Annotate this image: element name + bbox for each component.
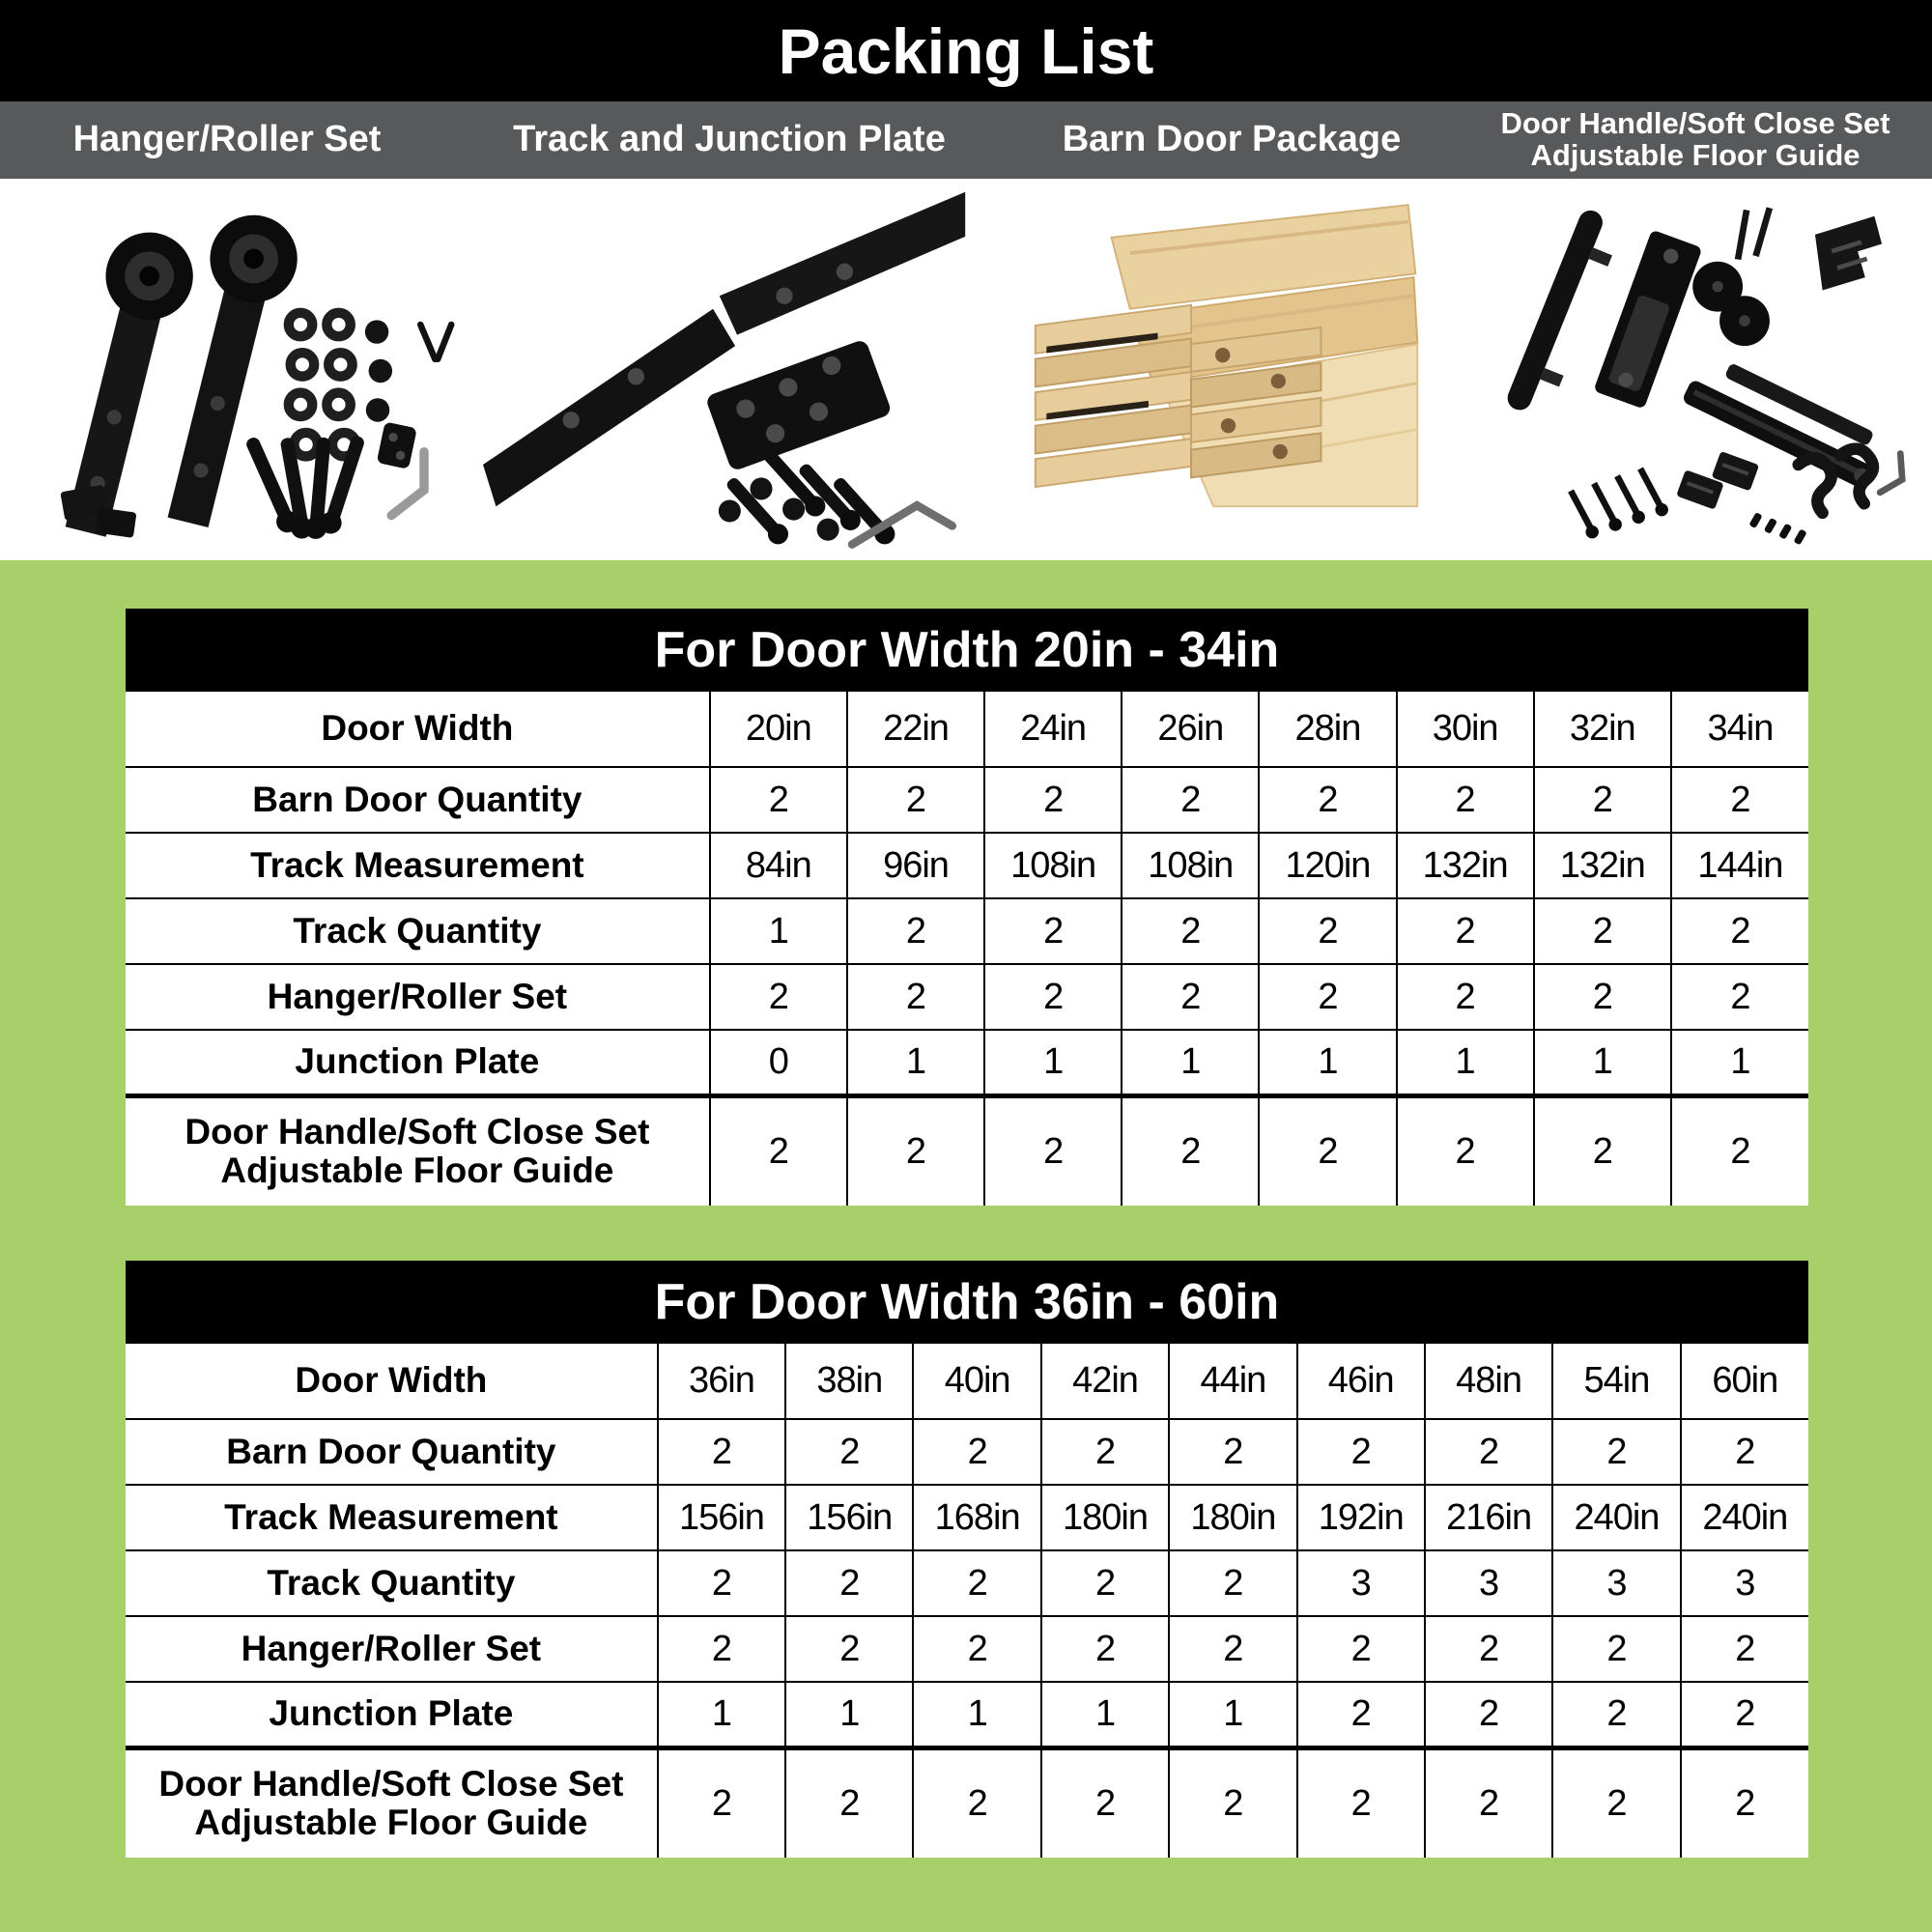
value-cell: 2 — [1397, 767, 1534, 833]
value-cell: 2 — [1297, 1616, 1425, 1682]
value-cell: 2 — [1552, 1682, 1680, 1747]
value-cell: 2 — [710, 1095, 847, 1206]
value-cell: 144in — [1671, 833, 1808, 898]
value-cell: 180in — [1169, 1485, 1296, 1550]
product-label-door-handle-soft-close: Door Handle/Soft Close Set Adjustable Floor Guide — [1500, 106, 1890, 172]
value-cell: 2 — [1297, 1682, 1425, 1747]
value-cell: 2 — [1397, 1095, 1534, 1206]
value-cell: 2 — [1671, 964, 1808, 1030]
value-cell: 2 — [658, 1747, 785, 1858]
table-title: For Door Width 36in - 60in — [126, 1261, 1808, 1344]
value-cell: 2 — [1681, 1616, 1808, 1682]
value-cell: 2 — [785, 1747, 913, 1858]
product-label-barn-door-package: Barn Door Package — [1062, 119, 1402, 160]
value-cell: 20in — [710, 692, 847, 767]
value-cell: 2 — [1671, 767, 1808, 833]
value-cell: 2 — [785, 1419, 913, 1485]
door-handle-soft-close-photo — [1434, 179, 1932, 560]
value-cell: 84in — [710, 833, 847, 898]
packing-table-36-60 — [126, 1344, 1808, 1858]
value-cell: 2 — [1425, 1616, 1552, 1682]
value-cell: 2 — [913, 1550, 1040, 1616]
value-cell: 0 — [710, 1030, 847, 1095]
value-cell: 2 — [785, 1616, 913, 1682]
table-row — [126, 964, 1808, 1030]
value-cell: 2 — [1259, 1095, 1396, 1206]
value-cell: 2 — [1397, 898, 1534, 964]
value-cell: 3 — [1552, 1550, 1680, 1616]
value-cell: 1 — [1169, 1682, 1296, 1747]
value-cell: 36in — [658, 1344, 785, 1419]
value-cell: 1 — [1534, 1030, 1671, 1095]
value-cell: 1 — [785, 1682, 913, 1747]
value-cell: 2 — [1122, 767, 1259, 833]
value-cell: 2 — [1169, 1550, 1296, 1616]
value-cell: 54in — [1552, 1344, 1680, 1419]
value-cell: 2 — [1552, 1419, 1680, 1485]
value-cell: 1 — [847, 1030, 984, 1095]
value-cell: 2 — [1534, 964, 1671, 1030]
value-cell: 2 — [1671, 898, 1808, 964]
row-label: Junction Plate — [126, 1030, 710, 1095]
value-cell: 2 — [984, 964, 1122, 1030]
title-banner — [0, 0, 1932, 101]
table-row — [126, 1344, 1808, 1419]
value-cell: 2 — [1534, 767, 1671, 833]
value-cell: 216in — [1425, 1485, 1552, 1550]
value-cell: 2 — [1259, 964, 1396, 1030]
value-cell: 46in — [1297, 1344, 1425, 1419]
value-cell: 2 — [1425, 1747, 1552, 1858]
value-cell: 2 — [1169, 1419, 1296, 1485]
value-cell: 34in — [1671, 692, 1808, 767]
value-cell: 1 — [1259, 1030, 1396, 1095]
product-label-track-junction-plate: Track and Junction Plate — [513, 119, 946, 160]
value-cell: 1 — [1041, 1682, 1169, 1747]
row-label: Hanger/Roller Set — [126, 964, 710, 1030]
value-cell: 32in — [1534, 692, 1671, 767]
row-label: Barn Door Quantity — [126, 1419, 658, 1485]
row-label: Track Quantity — [126, 898, 710, 964]
value-cell: 44in — [1169, 1344, 1296, 1419]
value-cell: 2 — [1681, 1747, 1808, 1858]
value-cell: 28in — [1259, 692, 1396, 767]
value-cell: 2 — [984, 898, 1122, 964]
value-cell: 60in — [1681, 1344, 1808, 1419]
value-cell: 156in — [658, 1485, 785, 1550]
tables-area — [0, 560, 1932, 1858]
hanger-roller-set-photo — [0, 179, 473, 560]
row-label: Door Handle/Soft Close Set Adjustable Floor Guide — [126, 1747, 658, 1858]
value-cell: 2 — [710, 767, 847, 833]
value-cell: 1 — [658, 1682, 785, 1747]
row-label: Hanger/Roller Set — [126, 1616, 658, 1682]
row-label: Door Width — [126, 692, 710, 767]
value-cell: 30in — [1397, 692, 1534, 767]
value-cell: 1 — [1122, 1030, 1259, 1095]
value-cell: 42in — [1041, 1344, 1169, 1419]
value-cell: 1 — [710, 898, 847, 964]
value-cell: 2 — [1534, 898, 1671, 964]
value-cell: 2 — [785, 1550, 913, 1616]
table-row — [126, 898, 1808, 964]
value-cell: 96in — [847, 833, 984, 898]
value-cell: 3 — [1681, 1550, 1808, 1616]
page-title: Packing List — [778, 14, 1154, 87]
value-cell: 2 — [1297, 1419, 1425, 1485]
value-cell: 2 — [1169, 1616, 1296, 1682]
table-row — [126, 692, 1808, 767]
value-cell: 2 — [984, 767, 1122, 833]
row-label: Track Quantity — [126, 1550, 658, 1616]
value-cell: 2 — [1169, 1747, 1296, 1858]
table-row — [126, 833, 1808, 898]
value-cell: 40in — [913, 1344, 1040, 1419]
table-row — [126, 1682, 1808, 1747]
table-row — [126, 767, 1808, 833]
value-cell: 1 — [984, 1030, 1122, 1095]
table-row — [126, 1550, 1808, 1616]
barn-door-package-photo — [976, 179, 1434, 560]
value-cell: 2 — [658, 1550, 785, 1616]
value-cell: 240in — [1681, 1485, 1808, 1550]
value-cell: 2 — [1681, 1682, 1808, 1747]
value-cell: 2 — [1041, 1747, 1169, 1858]
value-cell: 156in — [785, 1485, 913, 1550]
value-cell: 2 — [1122, 1095, 1259, 1206]
value-cell: 3 — [1297, 1550, 1425, 1616]
table-row — [126, 1030, 1808, 1095]
value-cell: 26in — [1122, 692, 1259, 767]
value-cell: 2 — [1552, 1616, 1680, 1682]
value-cell: 24in — [984, 692, 1122, 767]
value-cell: 38in — [785, 1344, 913, 1419]
value-cell: 240in — [1552, 1485, 1680, 1550]
value-cell: 132in — [1397, 833, 1534, 898]
value-cell: 2 — [913, 1616, 1040, 1682]
value-cell: 2 — [658, 1419, 785, 1485]
value-cell: 120in — [1259, 833, 1396, 898]
product-photo-strip — [0, 179, 1932, 560]
row-label: Junction Plate — [126, 1682, 658, 1747]
product-label-hanger-roller-set: Hanger/Roller Set — [72, 119, 382, 160]
value-cell: 1 — [913, 1682, 1040, 1747]
value-cell: 48in — [1425, 1344, 1552, 1419]
value-cell: 3 — [1425, 1550, 1552, 1616]
value-cell: 2 — [1041, 1419, 1169, 1485]
product-label-bar — [0, 101, 1932, 179]
table-row — [126, 1616, 1808, 1682]
value-cell: 2 — [1425, 1419, 1552, 1485]
value-cell: 108in — [1122, 833, 1259, 898]
value-cell: 192in — [1297, 1485, 1425, 1550]
value-cell: 2 — [1552, 1747, 1680, 1858]
value-cell: 168in — [913, 1485, 1040, 1550]
value-cell: 2 — [1671, 1095, 1808, 1206]
value-cell: 2 — [1297, 1747, 1425, 1858]
value-cell: 2 — [847, 898, 984, 964]
value-cell: 2 — [913, 1747, 1040, 1858]
value-cell: 2 — [847, 767, 984, 833]
packing-table-20-34 — [126, 692, 1808, 1206]
value-cell: 2 — [1397, 964, 1534, 1030]
row-label: Track Measurement — [126, 833, 710, 898]
row-label: Barn Door Quantity — [126, 767, 710, 833]
value-cell: 1 — [1397, 1030, 1534, 1095]
table-row — [126, 1419, 1808, 1485]
value-cell: 180in — [1041, 1485, 1169, 1550]
value-cell: 2 — [658, 1616, 785, 1682]
value-cell: 2 — [1041, 1616, 1169, 1682]
table-row — [126, 1095, 1808, 1206]
value-cell: 2 — [1122, 898, 1259, 964]
table-title: For Door Width 20in - 34in — [126, 609, 1808, 692]
track-junction-plate-photo — [473, 179, 976, 560]
value-cell: 2 — [1681, 1419, 1808, 1485]
value-cell: 2 — [1041, 1550, 1169, 1616]
row-label: Door Width — [126, 1344, 658, 1419]
value-cell: 2 — [1259, 898, 1396, 964]
value-cell: 1 — [1671, 1030, 1808, 1095]
value-cell: 2 — [847, 1095, 984, 1206]
value-cell: 2 — [847, 964, 984, 1030]
value-cell: 2 — [913, 1419, 1040, 1485]
value-cell: 132in — [1534, 833, 1671, 898]
table-row — [126, 1747, 1808, 1858]
row-label: Door Handle/Soft Close Set Adjustable Floor Guide — [126, 1095, 710, 1206]
value-cell: 22in — [847, 692, 984, 767]
row-label: Track Measurement — [126, 1485, 658, 1550]
value-cell: 2 — [1425, 1682, 1552, 1747]
value-cell: 2 — [1534, 1095, 1671, 1206]
value-cell: 2 — [984, 1095, 1122, 1206]
value-cell: 108in — [984, 833, 1122, 898]
value-cell: 2 — [710, 964, 847, 1030]
value-cell: 2 — [1122, 964, 1259, 1030]
table-block-36-60 — [126, 1261, 1808, 1858]
value-cell: 2 — [1259, 767, 1396, 833]
table-block-20-34 — [126, 609, 1808, 1206]
table-row — [126, 1485, 1808, 1550]
